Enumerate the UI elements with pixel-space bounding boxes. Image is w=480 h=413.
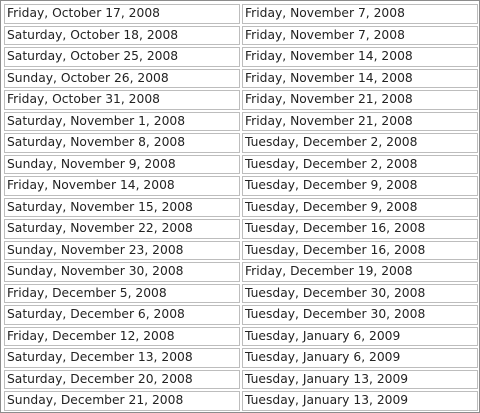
table-cell-left: Friday, December 12, 2008 (4, 327, 240, 347)
table-cell-left: Sunday, December 21, 2008 (4, 391, 240, 411)
table-cell-right: Tuesday, December 16, 2008 (242, 219, 478, 239)
table-cell-right: Friday, November 7, 2008 (242, 4, 478, 24)
table-row (4, 262, 478, 282)
table-cell-left: Friday, October 17, 2008 (4, 4, 240, 24)
table-cell-right: Friday, December 19, 2008 (242, 262, 478, 282)
table-row (4, 4, 478, 24)
table-cell-left: Saturday, November 15, 2008 (4, 198, 240, 218)
table-row (4, 305, 478, 325)
table-row (4, 26, 478, 46)
table-row (4, 284, 478, 304)
table-cell-left: Sunday, November 30, 2008 (4, 262, 240, 282)
table-cell-right: Tuesday, December 2, 2008 (242, 133, 478, 153)
table-row (4, 391, 478, 411)
table-cell-left: Saturday, November 22, 2008 (4, 219, 240, 239)
table-row (4, 348, 478, 368)
table-cell-right: Friday, November 7, 2008 (242, 26, 478, 46)
table-cell-right: Tuesday, December 2, 2008 (242, 155, 478, 175)
table-cell-right: Tuesday, December 30, 2008 (242, 305, 478, 325)
table-row (4, 90, 478, 110)
date-table (2, 2, 480, 413)
table-cell-right: Friday, November 14, 2008 (242, 47, 478, 67)
table-cell-left: Saturday, October 18, 2008 (4, 26, 240, 46)
table-cell-right: Friday, November 14, 2008 (242, 69, 478, 89)
table-row (4, 176, 478, 196)
table-cell-left: Sunday, November 23, 2008 (4, 241, 240, 261)
table-cell-right: Tuesday, January 13, 2009 (242, 391, 478, 411)
table-row (4, 155, 478, 175)
table-cell-right: Friday, November 21, 2008 (242, 90, 478, 110)
table-row (4, 370, 478, 390)
table-row (4, 219, 478, 239)
table-row (4, 47, 478, 67)
table-cell-right: Tuesday, December 9, 2008 (242, 176, 478, 196)
table-cell-left: Saturday, November 1, 2008 (4, 112, 240, 132)
table-cell-left: Friday, November 14, 2008 (4, 176, 240, 196)
table-cell-left: Friday, October 31, 2008 (4, 90, 240, 110)
table-cell-right: Friday, November 21, 2008 (242, 112, 478, 132)
table-cell-right: Tuesday, December 30, 2008 (242, 284, 478, 304)
table-row (4, 112, 478, 132)
table-cell-left: Saturday, November 8, 2008 (4, 133, 240, 153)
table-row (4, 241, 478, 261)
table-cell-left: Sunday, November 9, 2008 (4, 155, 240, 175)
table-row (4, 133, 478, 153)
table-row (4, 69, 478, 89)
table-cell-right: Tuesday, January 6, 2009 (242, 348, 478, 368)
table-cell-left: Friday, December 5, 2008 (4, 284, 240, 304)
table-cell-right: Tuesday, December 16, 2008 (242, 241, 478, 261)
table-cell-left: Saturday, December 6, 2008 (4, 305, 240, 325)
table-cell-left: Saturday, October 25, 2008 (4, 47, 240, 67)
table-row (4, 327, 478, 347)
table-cell-left: Sunday, October 26, 2008 (4, 69, 240, 89)
table-cell-right: Tuesday, January 6, 2009 (242, 327, 478, 347)
table-cell-left: Saturday, December 20, 2008 (4, 370, 240, 390)
date-table-body (4, 4, 478, 411)
table-cell-left: Saturday, December 13, 2008 (4, 348, 240, 368)
table-row (4, 198, 478, 218)
table-cell-right: Tuesday, January 13, 2009 (242, 370, 478, 390)
table-cell-right: Tuesday, December 9, 2008 (242, 198, 478, 218)
